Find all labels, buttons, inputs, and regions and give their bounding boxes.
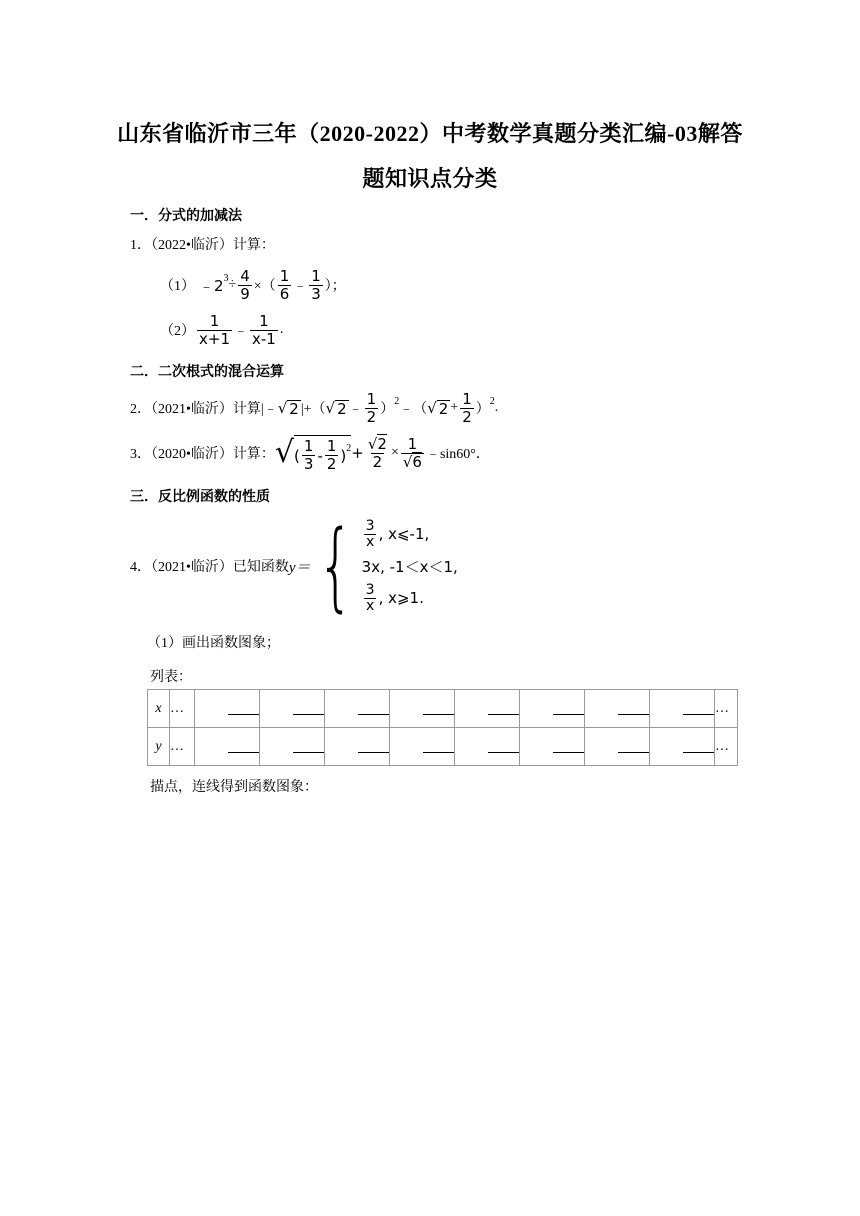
q1-f1-numerator: 4 [240, 266, 250, 285]
q1-part2-label: （2） [160, 324, 195, 339]
blank-line [358, 740, 389, 753]
q1-f3-numerator: 1 [311, 266, 321, 285]
q3-sqrt-sign: √ [274, 435, 295, 470]
q2-radicand-c: 2 [438, 400, 449, 418]
question-2 [130, 388, 498, 428]
blank-line [228, 702, 259, 715]
q3-c-radicand: 2 [377, 434, 387, 453]
q4-case1-numerator: 3 [365, 517, 375, 534]
question-4-function-definition [130, 508, 458, 624]
blank-line [683, 702, 714, 715]
document-title-line-1: 山东省临沂市三年（2020-2022）中考数学真题分类汇编-03解答 [117, 121, 743, 146]
q3-outer-sqrt [275, 433, 351, 473]
q4-case-1 [362, 518, 458, 550]
blank-line [618, 740, 649, 753]
blank-cell[interactable] [195, 690, 260, 728]
q4-case1-fraction [364, 519, 377, 550]
question-1-heading [130, 234, 275, 254]
q4-piecewise-cases [362, 518, 458, 614]
q1-fraction-1-over-x-plus-1 [197, 313, 232, 348]
blank-cell[interactable] [455, 728, 520, 766]
q4-left-brace: { [316, 510, 354, 622]
q2-h2-numerator: 1 [462, 389, 472, 408]
question-1-part-1 [160, 265, 346, 305]
q3-b-denominator: 2 [326, 455, 337, 473]
q2-close-1: ） [380, 402, 395, 417]
q4-case1-denominator: x [365, 533, 375, 550]
q2-minus-2: ﹣（ [399, 402, 428, 417]
blank-cell[interactable] [325, 690, 390, 728]
value-table [147, 689, 738, 766]
question-1-part-2 [160, 310, 283, 350]
q1-fraction-1-6 [278, 268, 292, 303]
q1-minus-sign: ﹣ [293, 279, 308, 294]
blank-line [553, 740, 584, 753]
q4-case3-denominator: x [365, 597, 375, 614]
q3-a-denominator: 3 [303, 455, 314, 473]
table-row-x [148, 690, 738, 728]
blank-line [488, 740, 519, 753]
blank-cell[interactable] [585, 728, 650, 766]
blank-cell[interactable] [650, 728, 715, 766]
q3-times: × [390, 445, 399, 460]
blank-cell[interactable] [520, 690, 585, 728]
q2-sqrt-2-c: √ 2 [427, 399, 449, 418]
row-label-y: y [148, 728, 170, 766]
q2-exp-2: 2 [489, 395, 495, 407]
blank-cell[interactable] [650, 690, 715, 728]
blank-line [358, 702, 389, 715]
q3-a-numerator: 1 [303, 437, 314, 455]
blank-line [293, 702, 324, 715]
blank-line [683, 740, 714, 753]
q1-g2-denominator: x-1 [252, 329, 276, 348]
q2-close-2: ） [475, 402, 490, 417]
q4-case-2 [362, 550, 458, 582]
blank-cell[interactable] [195, 728, 260, 766]
q2-sqrt-2-a: √ 2 [277, 399, 299, 418]
q1-g2-numerator: 1 [259, 311, 269, 330]
q1-g1-denominator: x+1 [199, 329, 230, 348]
section-heading-radical-operations: 二．二次根式的混合运算 [130, 365, 284, 380]
q4-y-equals: y＝ [288, 559, 311, 576]
blank-cell[interactable] [260, 690, 325, 728]
q4-case1-condition: , x⩽-1, [378, 525, 430, 543]
q4-table-caption: 列表： [150, 670, 192, 685]
q1-part1-end: ）； [324, 279, 346, 294]
q3-fraction-1-over-sqrt6 [401, 436, 424, 471]
row-x-trailing-dots: … [715, 690, 738, 728]
q3-head: 3．（2020•临沂）计算： [130, 447, 275, 462]
q2-radicand-b: 2 [337, 400, 347, 418]
q4-after-table-text: 描点，连线得到函数图象： [150, 780, 318, 795]
document-title-line-2: 题知识点分类 [362, 166, 498, 191]
section-heading-fraction-addition: 一．分式的加减法 [130, 209, 242, 224]
q3-d-numerator: 1 [407, 434, 418, 453]
q2-h2-denominator: 2 [462, 407, 472, 426]
q1-exponent: 3 [223, 272, 229, 284]
q3-c-denominator: 2 [372, 452, 383, 471]
q3-exponent: 2 [346, 443, 352, 454]
q1-f3-denominator: 3 [311, 284, 321, 303]
row-y-leading-dots: … [170, 728, 195, 766]
q4-case3-fraction [364, 583, 377, 614]
q4-head: 4．（2021•临沂）已知函数 [130, 560, 289, 575]
q2-minus-1: ﹣ [348, 402, 363, 417]
q2-fraction-half-b [460, 391, 474, 426]
blank-line [618, 702, 649, 715]
q2-plus: + [450, 400, 459, 415]
q1-f2-numerator: 1 [279, 266, 290, 285]
q2-exp-1: 2 [394, 395, 400, 407]
row-label-x: x [148, 690, 170, 728]
q1-times-paren: ×（ [253, 279, 276, 294]
q3-d-radicand: 6 [412, 452, 422, 471]
row-y-trailing-dots: … [715, 728, 738, 766]
q3-tail: ﹣sin60°． [425, 447, 490, 462]
q3-fraction-1-2 [325, 438, 339, 473]
q1-f1-denominator: 9 [240, 284, 250, 303]
row-x-leading-dots: … [170, 690, 195, 728]
q2-h1-denominator: 2 [366, 407, 377, 426]
blank-line [553, 702, 584, 715]
q1-part1-label: （1） [160, 279, 195, 294]
blank-line [423, 702, 454, 715]
q1-g1-numerator: 1 [209, 311, 220, 330]
blank-line [423, 740, 454, 753]
q3-c-numerator: √2 [367, 434, 387, 453]
q1-part2-minus: ﹣ [234, 324, 248, 339]
blank-cell[interactable] [585, 690, 650, 728]
q1-f2-denominator: 6 [279, 284, 290, 303]
blank-cell[interactable] [260, 728, 325, 766]
q4-case2-expression: 3x, -1＜x＜1, [361, 557, 458, 576]
blank-line [228, 740, 259, 753]
q3-close-paren: ) [340, 446, 347, 465]
q3-b-numerator: 1 [326, 437, 337, 455]
q4-case3-numerator: 3 [365, 581, 375, 598]
q2-head: 2．（2021•临沂）计算|﹣ [130, 402, 278, 417]
q2-abs-close: |+（ [300, 402, 326, 417]
question-1-text: 1．（2022•临沂）计算： [130, 238, 275, 253]
q2-sqrt-2-b: √ 2 [325, 399, 347, 418]
blank-cell[interactable] [455, 690, 520, 728]
blank-line [293, 740, 324, 753]
q3-fraction-1-3 [302, 438, 316, 473]
q3-fraction-sqrt2-over-2 [366, 436, 389, 471]
q1-part2-end: . [279, 322, 284, 337]
q2-end: . [494, 400, 499, 415]
blank-cell[interactable] [390, 728, 455, 766]
q1-neg-two: ﹣2 [199, 276, 224, 295]
section-heading-inverse-proportion: 三．反比例函数的性质 [130, 490, 270, 505]
q1-fraction-1-3 [309, 268, 323, 303]
q3-d-denominator: √6 [402, 452, 422, 471]
q4-part-1: （1）画出函数图象； [147, 636, 280, 651]
q1-fraction-1-over-x-minus-1 [250, 313, 278, 348]
q2-radicand-a: 2 [289, 400, 299, 418]
q3-plus: + [351, 444, 364, 462]
blank-cell[interactable] [325, 728, 390, 766]
q1-fraction-4-9 [238, 268, 252, 303]
question-3 [130, 428, 490, 478]
blank-cell[interactable] [520, 728, 585, 766]
blank-line [488, 702, 519, 715]
q2-h1-numerator: 1 [366, 389, 377, 408]
q3-radicand [294, 435, 351, 473]
table-row-y [148, 728, 738, 766]
q4-case3-condition: , x⩾1. [378, 589, 424, 607]
q1-divide-sign: ÷ [228, 277, 237, 292]
q3-minus: - [317, 446, 323, 465]
q4-case-3 [362, 582, 458, 614]
blank-cell[interactable] [390, 690, 455, 728]
q3-open-paren: ( [294, 446, 300, 465]
q2-fraction-half-a [365, 391, 379, 426]
